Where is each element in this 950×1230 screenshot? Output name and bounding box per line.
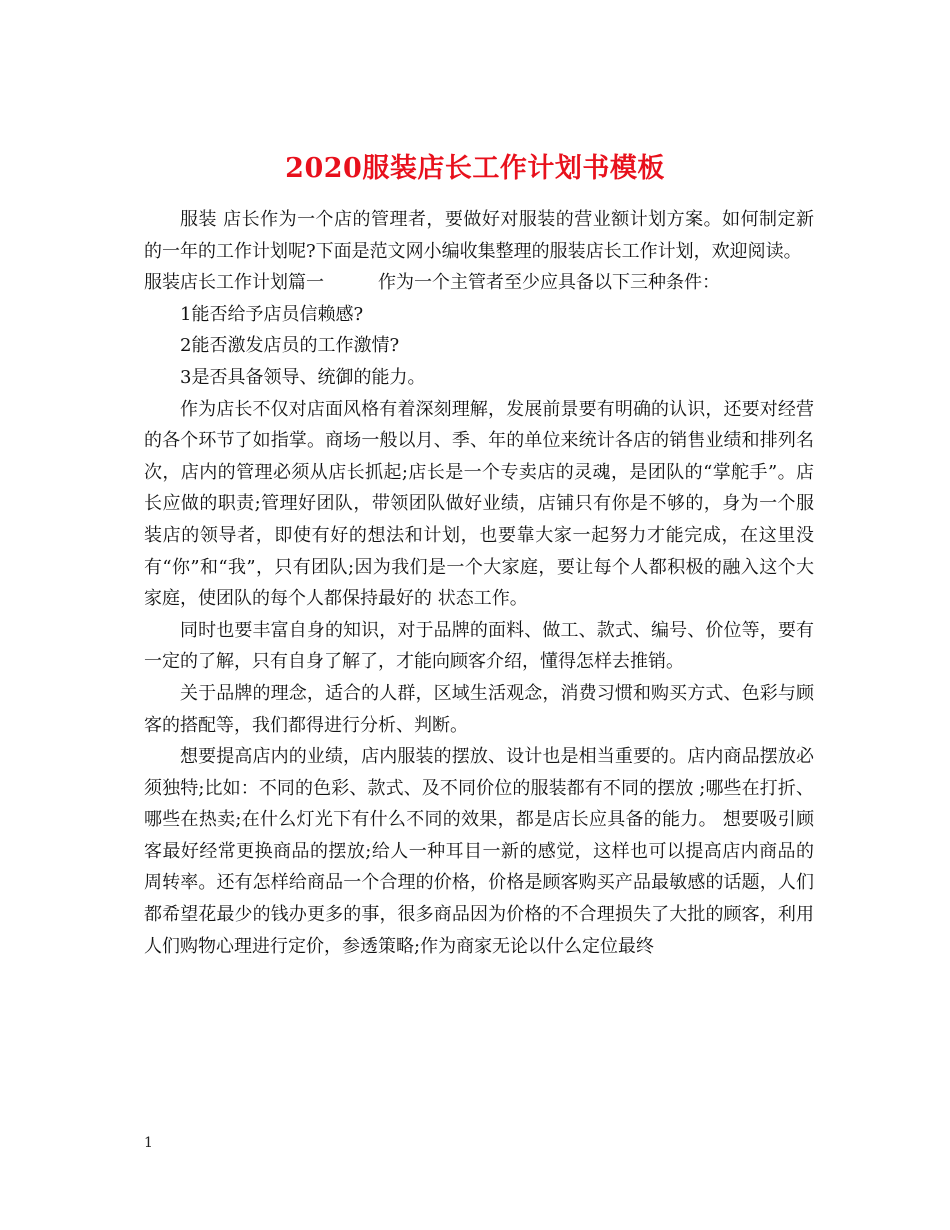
page-title: 2020服装店长工作计划书模板 [285,153,665,185]
list-item-1: 1能否给予店员信赖感? [180,303,364,325]
document-body [144,204,814,962]
page-number: 1 [144,1135,153,1151]
body-paragraph-manager-role: 作为店长不仅对店面风格有着深刻理解，发展前景要有明确的认识，还要对经营的各个环节了如指掌。商场一般以月、季、年的单位来统计各店的销售业绩和排列名次，店内的管理必须从店长抓起;店长是一个专卖店的灵魂，是团队的“掌舵手”。店长应做的职责;管理好团队，带领团队做好业绩，店铺只有你是不够的，身为一个服装店的领导者，即使有好的想法和计划，也要靠大家一起努力才能完成，在这里没有“你”和“我”，只有团队;因为我们是一个大家庭，要让每个人都积极的融入这个大家庭，使团队的每个人都保持最好的 状态工作。 [144,398,814,610]
intro-paragraph: 服装 店长作为一个店的管理者，要做好对服装的营业额计划方案。如何制定新的一年的工作计划呢?下面是范文网小编收集整理的服装店长工作计划，欢迎阅读。 [144,209,814,262]
body-paragraph-brand: 关于品牌的理念，适合的人群，区域生活观念，消费习惯和购买方式、色彩与顾客的搭配等，我们都得进行分析、判断。 [144,682,814,736]
list-item-3: 3是否具备领导、统御的能力。 [180,366,426,388]
body-paragraph-display: 想要提高店内的业绩，店内服装的摆放、设计也是相当重要的。店内商品摆放必须独特;比如：不同的色彩、款式、及不同价位的服装都有不同的摆放 ;哪些在打折、哪些在热卖;在什么灯光下有什么不同的效果，都是店长应具备的能力。 想要吸引顾客最好经常更换商品的摆放;给人一种耳目一新的感觉，这样也可以提高店内商品的周转率。还有怎样给商品一个合理的价格，价格是顾客购买产品最敏感的话题，人们都希望花最少的钱办更多的事，很多商品因为价格的不合理损失了大批的顾客，利用人们购物心理进行定价，参透策略;作为商家无论以什么定位最终 [144,746,814,957]
section-heading-line: 服装店长工作计划篇一 作为一个主管者至少应具备以下三种条件： [144,272,720,294]
body-paragraph-knowledge: 同时也要丰富自身的知识，对于品牌的面料、做工、款式、编号、价位等，要有一定的了解，只有自身了解了，才能向顾客介绍，懂得怎样去推销。 [144,619,814,673]
list-item-2: 2能否激发店员的工作激情? [180,335,400,357]
